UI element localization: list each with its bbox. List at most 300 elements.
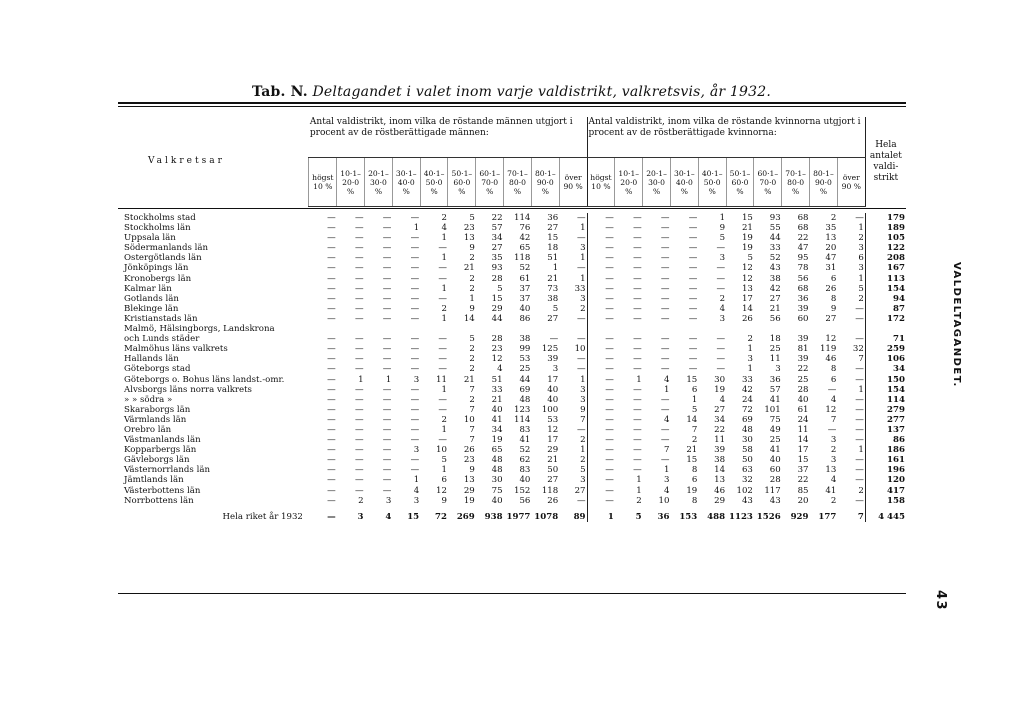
men-cell: 1 (552, 263, 559, 274)
women-cell: 60 (797, 313, 809, 324)
men-cell: 48 (491, 465, 503, 476)
header-row-groups (118, 117, 906, 158)
table-row (118, 385, 906, 395)
men-cell: — (354, 485, 364, 496)
men-cell: — (354, 364, 364, 375)
women-cell: 34 (714, 414, 726, 425)
women-cell: — (633, 334, 642, 345)
women-cell: 488 (707, 511, 726, 522)
women-cell: — (837, 314, 865, 324)
valkrets-name: Västmanlands län (124, 435, 201, 446)
men-cell: 3 (357, 511, 364, 522)
men-cell: — (354, 213, 364, 223)
women-cell: 5 (837, 284, 865, 294)
women-cell: — (837, 213, 865, 223)
men-cell: — (354, 223, 364, 234)
women-cell: 1526 (756, 511, 781, 522)
women-cell: 15 (797, 455, 809, 466)
women-cell: 6 (830, 273, 837, 284)
men-cell: — (438, 334, 447, 345)
women-cell: 32 (741, 475, 753, 486)
table-row (118, 465, 906, 475)
men-cell: — (354, 313, 364, 324)
valkrets-name: Göteborgs stad (124, 364, 191, 375)
women-cell: 18 (769, 334, 781, 345)
women-cell: 13 (714, 475, 726, 486)
men-cell: — (327, 414, 336, 425)
men-cell: — (410, 424, 420, 435)
men-cell: 75 (491, 485, 503, 496)
men-cell: 40 (519, 475, 531, 486)
table-row (118, 304, 906, 314)
men-cell: 21 (463, 263, 475, 274)
men-cell: — (410, 364, 420, 375)
women-cell: — (660, 273, 670, 284)
women-cell: 15 (686, 455, 698, 466)
women-cell: — (633, 233, 642, 244)
men-cell: 2 (441, 213, 447, 223)
women-cell: — (837, 304, 865, 314)
valkrets-name: Västernorrlands län (124, 465, 210, 476)
men-cell: 83 (519, 465, 531, 476)
women-cell: — (633, 223, 642, 234)
women-cell: 39 (797, 303, 809, 314)
women-cell: 2 (747, 334, 753, 345)
women-cell: 42 (769, 283, 781, 294)
men-cell: 5 (469, 213, 475, 223)
men-cell: — (410, 404, 420, 415)
women-cell: 19 (714, 384, 726, 395)
men-cell: 1 (413, 223, 420, 234)
women-cell: 38 (769, 273, 781, 284)
women-cell: — (660, 404, 670, 415)
women-cell: — (837, 425, 865, 435)
women-cell: — (660, 334, 670, 345)
women-cell: 56 (797, 273, 809, 284)
men-cell: — (410, 313, 420, 324)
women-cell: 46 (825, 354, 837, 365)
women-cell: — (633, 465, 642, 476)
women-cell: — (605, 253, 614, 264)
men-cell: 23 (491, 344, 503, 355)
men-cell: — (410, 455, 420, 466)
men-cell: 48 (491, 455, 503, 466)
women-cell: — (633, 455, 642, 466)
valkrets-name: Göteborgs o. Bohus läns landst.-omr. (124, 374, 285, 385)
men-cell: — (438, 243, 447, 254)
women-cell: — (716, 344, 726, 355)
table-row (118, 324, 906, 334)
men-cell: 3 (552, 364, 559, 375)
women-cell: 47 (797, 243, 809, 254)
men-cell: 2 (469, 394, 475, 405)
men-cell: 52 (519, 263, 531, 274)
header-women-group: Antal valdistrikt, inom vilka de röstande kvinnorna utgjort i procent av de röstberättigade kvinnorna: (587, 117, 865, 158)
women-cell: 56 (769, 313, 781, 324)
women-cell: — (633, 394, 642, 405)
women-cell: — (688, 233, 698, 244)
women-cell: 12 (741, 263, 753, 274)
bottom-rule (118, 593, 906, 594)
table-row (118, 263, 906, 273)
women-cell: 7 (664, 445, 670, 456)
men-cell: — (382, 313, 392, 324)
women-cell: 1 (636, 374, 642, 385)
men-cell: 2 (469, 344, 475, 355)
men-cell: — (327, 394, 336, 405)
women-cell: — (633, 213, 642, 223)
men-cell: 35 (491, 253, 503, 264)
total-cell: 86 (893, 435, 905, 446)
women-cell: — (688, 263, 698, 274)
men-cell: — (559, 364, 587, 374)
men-cell: — (327, 364, 336, 375)
women-cell: 25 (797, 374, 809, 385)
men-cell: — (327, 344, 336, 355)
women-category-7: 70·1– 80·0 % (782, 158, 810, 207)
men-cell: 152 (514, 485, 531, 496)
men-category-5: 50·1– 60·0 % (448, 158, 476, 207)
men-cell: — (382, 344, 392, 355)
women-cell: — (605, 283, 614, 294)
total-cell: 154 (887, 283, 905, 294)
men-cell: 93 (491, 263, 503, 274)
men-cell: 3 (559, 395, 587, 405)
total-cell: 34 (893, 364, 905, 375)
men-cell: 5 (559, 465, 587, 475)
men-category-6: 60·1– 70·0 % (476, 158, 504, 207)
men-cell: 83 (519, 424, 531, 435)
men-cell: — (559, 213, 587, 223)
valkrets-name: Gotlands län (124, 293, 179, 304)
women-cell: 1123 (728, 511, 753, 522)
women-cell: — (716, 354, 726, 365)
women-cell: — (688, 243, 698, 254)
men-cell: — (382, 243, 392, 254)
men-cell: — (382, 223, 392, 234)
women-cell: — (837, 364, 865, 374)
men-cell: 1977 (506, 511, 531, 522)
men-cell: 21 (463, 374, 475, 385)
men-cell: — (382, 394, 392, 405)
women-category-1: 10·1– 20·0 % (615, 158, 643, 207)
women-cell: — (633, 404, 642, 415)
men-cell: — (354, 404, 364, 415)
men-cell: 7 (469, 424, 475, 435)
men-cell: 3 (559, 475, 587, 485)
table-row (118, 415, 906, 425)
women-cell: 8 (691, 465, 698, 476)
men-cell: 5 (441, 455, 447, 466)
men-cell: 5 (552, 303, 559, 314)
men-cell: 9 (559, 405, 587, 415)
women-cell: 27 (825, 313, 837, 324)
women-cell: 1 (837, 223, 865, 233)
men-cell: 2 (441, 414, 447, 425)
women-cell: — (688, 253, 698, 264)
men-cell: 10 (436, 445, 447, 456)
men-cell: 37 (519, 293, 531, 304)
women-cell: 75 (769, 414, 781, 425)
men-cell: 1 (385, 374, 392, 385)
women-cell: — (605, 414, 614, 425)
men-cell: — (354, 263, 364, 274)
women-cell: 14 (686, 414, 698, 425)
women-cell: 25 (769, 435, 781, 446)
women-category-4: 40·1– 50·0 % (698, 158, 726, 207)
men-cell: — (354, 283, 364, 294)
men-cell: 69 (519, 384, 531, 395)
valkrets-name: Kopparbergs län (124, 445, 197, 456)
women-cell: — (660, 243, 670, 254)
women-cell: — (660, 364, 670, 375)
women-cell: 1 (664, 384, 670, 395)
men-cell: — (354, 233, 364, 244)
total-cell: 154 (887, 384, 905, 395)
men-cell: 65 (519, 243, 531, 254)
men-cell (309, 324, 337, 334)
men-cell: 19 (491, 435, 503, 446)
women-cell: 50 (741, 455, 753, 466)
table-row (118, 445, 906, 455)
women-cell: 85 (797, 485, 809, 496)
women-cell (726, 324, 754, 334)
total-cell: 279 (887, 404, 905, 415)
women-cell: 13 (825, 465, 837, 476)
men-cell: 12 (547, 424, 559, 435)
men-cell: — (410, 273, 420, 284)
women-cell: — (660, 435, 670, 446)
women-cell: 19 (741, 243, 753, 254)
women-cell: 20 (825, 243, 837, 254)
women-cell: 1 (691, 394, 698, 405)
men-cell: — (327, 303, 336, 314)
table-row (118, 334, 906, 344)
women-cell: — (605, 445, 614, 456)
men-cell (392, 324, 420, 334)
women-cell: 13 (741, 283, 753, 294)
men-cell: — (327, 354, 336, 365)
women-cell: — (660, 303, 670, 314)
men-cell: 44 (519, 374, 531, 385)
men-cell: — (354, 435, 364, 446)
women-cell: — (605, 495, 614, 506)
women-cell: 2 (830, 495, 837, 506)
women-cell: 43 (741, 495, 753, 506)
men-cell: 1078 (534, 511, 559, 522)
men-cell: — (549, 334, 559, 345)
men-cell: 3 (559, 385, 587, 395)
men-cell: 34 (491, 424, 503, 435)
women-cell: 63 (741, 465, 753, 476)
women-cell: — (660, 455, 670, 466)
women-cell: 2 (837, 233, 865, 243)
men-cell: — (327, 384, 336, 395)
men-cell: 52 (519, 445, 531, 456)
participation-table (118, 117, 906, 522)
men-cell: 41 (519, 435, 531, 446)
men-cell: — (354, 384, 364, 395)
women-cell: 40 (769, 455, 781, 466)
women-cell: 2 (636, 495, 642, 506)
men-cell: — (327, 485, 336, 496)
women-cell: 19 (741, 233, 753, 244)
men-cell: 7 (469, 384, 475, 395)
total-cell: 137 (887, 424, 905, 435)
header-valkretsar: Valkretsar (148, 156, 225, 167)
table-row (118, 233, 906, 243)
women-cell: 14 (741, 303, 753, 314)
total-cell: 106 (887, 354, 905, 365)
women-cell: — (837, 334, 865, 344)
women-cell (698, 324, 726, 334)
women-cell: — (837, 496, 865, 506)
women-cell: 11 (714, 435, 726, 446)
header-men-group: Antal valdistrikt, inom vilka de röstande männen utgjort i procent av de röstberättigade männen: (309, 117, 587, 158)
men-cell: — (327, 263, 336, 274)
women-category-3: 30·1– 40·0 % (670, 158, 698, 207)
men-cell: 1 (469, 293, 475, 304)
men-cell: 27 (547, 223, 559, 234)
women-cell: — (605, 354, 614, 365)
men-cell: 17 (547, 374, 559, 385)
women-cell: 37 (797, 465, 809, 476)
valkrets-name: Jönköpings län (124, 263, 189, 274)
women-cell: 1 (837, 385, 865, 395)
women-cell: — (660, 354, 670, 365)
women-cell: 36 (657, 511, 670, 522)
women-cell: 7 (837, 506, 865, 522)
men-cell: 40 (547, 394, 559, 405)
women-cell: — (660, 394, 670, 405)
men-cell: — (382, 485, 392, 496)
men-cell: — (410, 283, 420, 294)
women-cell: 1 (607, 511, 614, 522)
men-cell: — (382, 435, 392, 446)
women-cell: — (605, 273, 614, 284)
women-cell: 153 (679, 511, 698, 522)
women-cell: — (633, 293, 642, 304)
men-cell: — (559, 233, 587, 243)
women-cell: — (688, 364, 698, 375)
women-cell: — (633, 303, 642, 314)
women-cell: — (605, 485, 614, 496)
men-cell: 11 (436, 374, 447, 385)
total-cell: 120 (887, 475, 905, 486)
men-cell: — (382, 455, 392, 466)
men-cell: — (354, 273, 364, 284)
men-cell: — (327, 404, 336, 415)
men-cell: 2 (559, 304, 587, 314)
men-cell: 99 (519, 344, 531, 355)
women-cell: 61 (797, 404, 809, 415)
men-cell: 2 (469, 283, 475, 294)
women-cell: 81 (797, 344, 809, 355)
men-cell: 34 (491, 233, 503, 244)
men-cell: — (559, 425, 587, 435)
men-cell: 15 (547, 233, 559, 244)
women-category-0: högst 10 % (587, 158, 615, 207)
women-cell: 35 (825, 223, 837, 234)
women-cell: — (605, 465, 614, 476)
valkrets-name: Gävleborgs län (124, 455, 190, 466)
women-cell: — (837, 395, 865, 405)
men-cell: — (438, 293, 447, 304)
valkrets-name: Blekinge län (124, 303, 179, 314)
women-cell: — (688, 273, 698, 284)
men-cell: 4 (385, 511, 392, 522)
women-cell: 38 (714, 455, 726, 466)
women-cell: — (605, 364, 614, 375)
women-cell: — (688, 354, 698, 365)
women-cell (782, 324, 810, 334)
men-cell: 1 (559, 223, 587, 233)
women-cell: — (633, 424, 642, 435)
valkrets-name: Hallands län (124, 354, 179, 365)
women-cell: 68 (797, 213, 809, 223)
men-cell: — (327, 313, 336, 324)
men-cell: — (410, 435, 420, 446)
total-cell: 161 (887, 455, 905, 466)
women-cell: 7 (837, 354, 865, 364)
women-cell: — (605, 394, 614, 405)
men-cell: — (382, 424, 392, 435)
women-cell: 39 (797, 354, 809, 365)
women-cell: 36 (797, 293, 809, 304)
women-cell: 4 (664, 485, 670, 496)
men-cell: — (410, 465, 420, 476)
men-cell: — (382, 293, 392, 304)
women-cell: 30 (714, 374, 726, 385)
men-cell: — (438, 404, 447, 415)
women-cell: 26 (741, 313, 753, 324)
men-cell: 41 (491, 414, 503, 425)
total-cell: 189 (887, 223, 905, 234)
women-cell: — (605, 475, 614, 486)
top-rule-thick (118, 102, 906, 104)
men-cell: 3 (413, 495, 420, 506)
women-cell: 27 (769, 293, 781, 304)
valkrets-name: Uppsala län (124, 233, 176, 244)
men-cell: 1 (441, 283, 447, 294)
women-cell: — (605, 374, 614, 385)
women-cell: 12 (825, 334, 837, 345)
men-cell: 29 (463, 485, 475, 496)
men-cell: 7 (469, 404, 475, 415)
table-row (118, 486, 906, 496)
women-cell: 58 (741, 445, 753, 456)
women-cell: 22 (797, 364, 809, 375)
table-row (118, 364, 906, 374)
men-cell (559, 324, 587, 334)
men-cell: 22 (491, 213, 503, 223)
women-cell: — (688, 213, 698, 223)
women-cell: 22 (714, 424, 726, 435)
men-cell: — (327, 223, 336, 234)
women-cell: 40 (797, 394, 809, 405)
women-cell: 22 (797, 233, 809, 244)
women-cell: 43 (769, 263, 781, 274)
men-cell: 28 (491, 334, 503, 345)
table-row (118, 243, 906, 253)
men-cell: — (327, 334, 336, 345)
men-cell: — (354, 414, 364, 425)
men-cell: 2 (469, 364, 475, 375)
men-cell: 2 (469, 273, 475, 284)
women-cell: — (837, 375, 865, 385)
table-row (118, 253, 906, 263)
men-cell: — (382, 233, 392, 244)
